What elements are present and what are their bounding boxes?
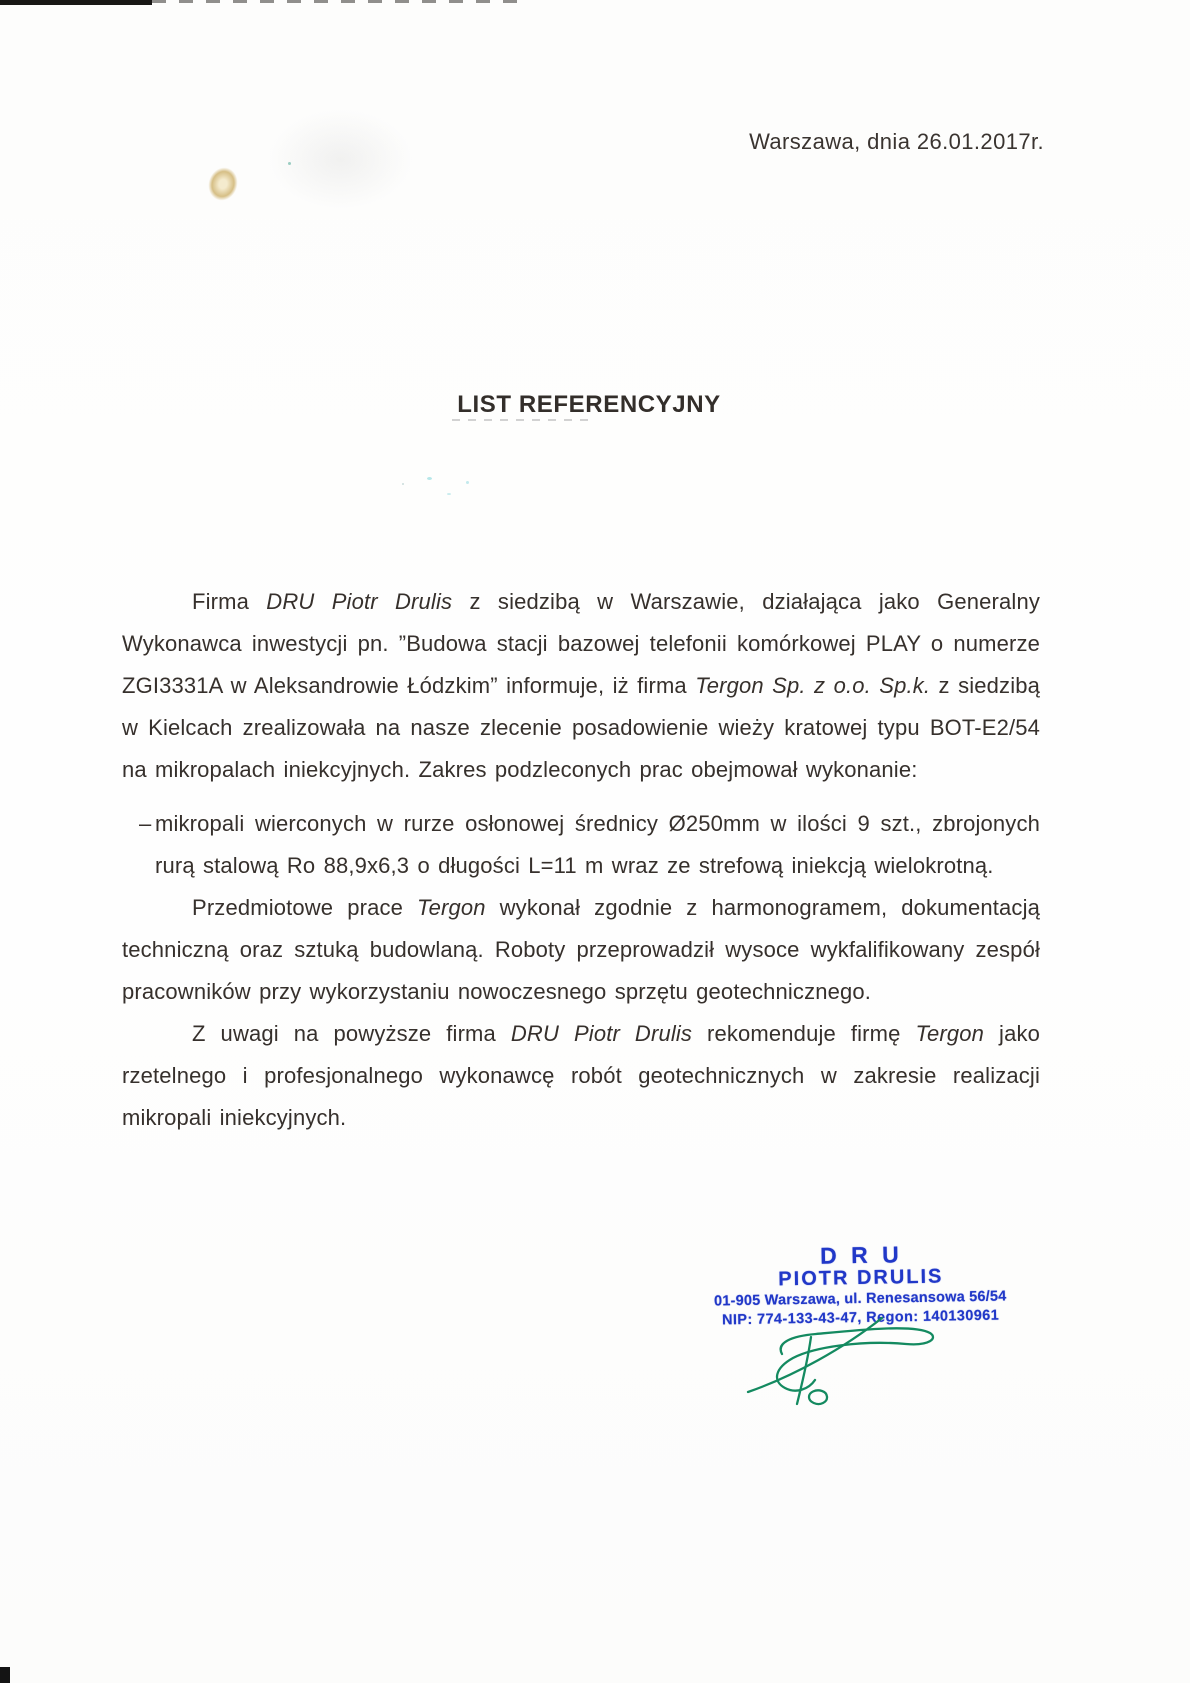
scan-artifact-gray-speck [402, 483, 404, 485]
paragraph-3-run: Z uwagi na powyższe firma [192, 1021, 511, 1046]
scan-artifact-yellow-stain [199, 158, 246, 209]
paragraph-3-run: rekomenduje firmę [692, 1021, 916, 1046]
bullet-item [139, 803, 1040, 887]
stamp-company-name: D R U [819, 1241, 904, 1269]
bullet-dash: – [139, 811, 152, 836]
scan-artifact-gray-smudge [243, 92, 438, 227]
paragraph-1 [122, 581, 1040, 791]
stamp-nip-regon: NIP: 774-133-43-47, Regon: 140130961 [721, 1307, 1000, 1329]
paragraph-1-run: z siedzibą w Kielcach zrealizowała na nasze zlecenie posadowienie wieży kratowej typu BOT-E2/54 na mikropalach iniekcyjnych. Zakres podzleconych prac obejmował wykonanie: [122, 673, 1041, 782]
company-name-dru: DRU Piotr Drulis [266, 589, 453, 614]
stamp-address: 01-905 Warszawa, ul. Renesansowa 56/54 [713, 1288, 1007, 1310]
paragraph-3-run: jako rzetelnego i profesjonalnego wykonawcę robót geotechnicznych w zakresie realizacji mikropali iniekcyjnych. [122, 1021, 1040, 1130]
paragraph-2-run: wykonał zgodnie z harmonogramem, dokumentacją techniczną oraz sztuką budowlaną. Roboty przeprowadził wysoce wykfalifikowany zespół pracowników przy wykorzystaniu nowoczesnego sprzętu geotechnicznego. [122, 895, 1040, 1004]
scan-artifact-faint-dashes [452, 419, 592, 421]
signature-ink [676, 1314, 976, 1454]
scan-artifact-teal-speck [427, 477, 432, 480]
letter-title: LIST REFERENCYJNY [457, 391, 721, 418]
paragraph-2 [122, 887, 1040, 1013]
company-name-dru: DRU Piotr Drulis [510, 1021, 693, 1046]
company-name-tergon: Tergon [417, 895, 486, 920]
paragraph-1-run: z siedzibą w Warszawie, działająca jako Generalny Wykonawca inwestycji pn. ”Budowa stacji bazowej telefonii komórkowej PLAY o numerze ZGI3331A w Aleksandrowie Łódzkim” informuje, iż firma [122, 589, 1040, 698]
bullet-text: mikropali wierconych w rurze osłonowej średnicy Ø250mm w ilości 9 szt., zbrojonych rurą stalową Ro 88,9x6,3 o długości L=11 m wraz ze strefową iniekcją wielokrotną. [155, 811, 1040, 878]
stamp-owner-name: PIOTR DRULIS [778, 1265, 944, 1291]
letter-body [122, 581, 1040, 1139]
scan-artifact-top-edge-dark [0, 0, 152, 5]
paragraph-3 [122, 1013, 1040, 1139]
scan-artifact-teal-speck [447, 493, 451, 495]
date-line: Warszawa, dnia 26.01.2017r. [749, 129, 1044, 154]
signature-stroke-o [809, 1390, 827, 1404]
scan-artifact-teal-speck [466, 481, 469, 484]
scan-artifact-bottom-corner [0, 1667, 10, 1683]
company-name-tergon: Tergon [915, 1021, 985, 1046]
paragraph-2-run: Przedmiotowe prace [192, 895, 418, 920]
paragraph-1-run: Firma [192, 589, 267, 614]
scan-artifact-teal-speck [288, 162, 291, 165]
company-name-tergon: Tergon Sp. z o.o. Sp.k. [695, 673, 931, 698]
scan-artifact-top-edge-faint [152, 0, 524, 3]
